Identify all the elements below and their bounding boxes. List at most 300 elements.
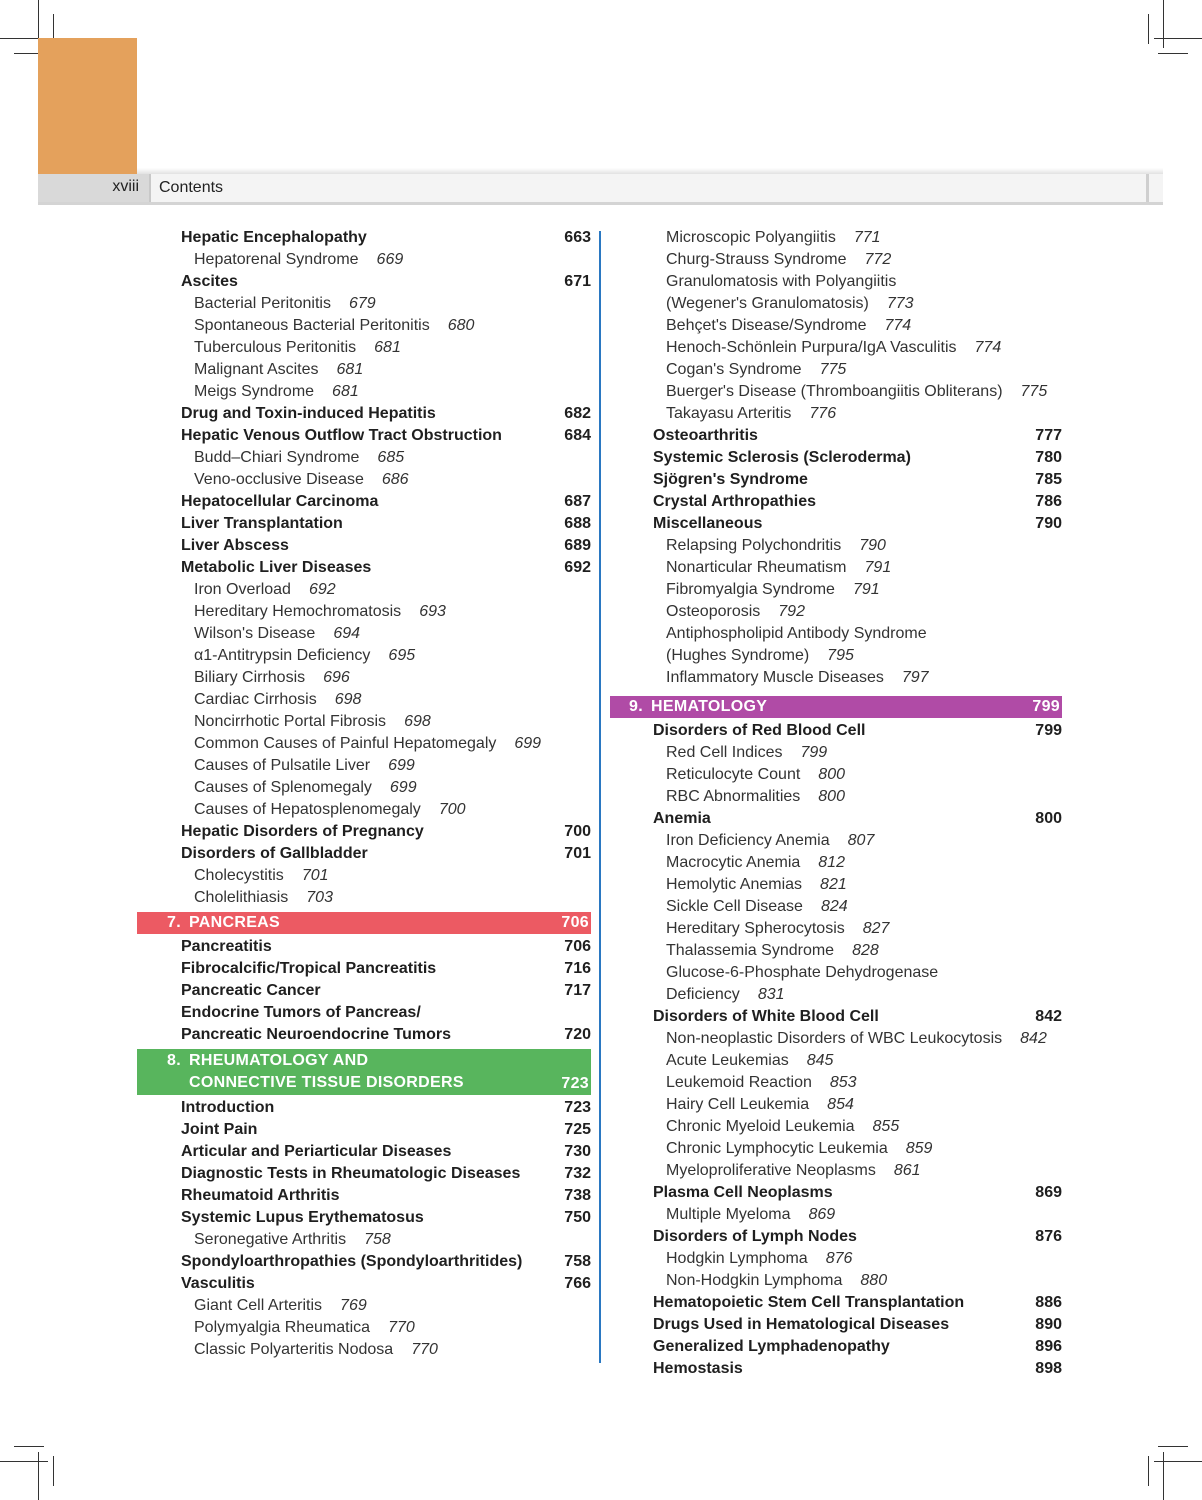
entry-title: Granulomatosis with Polyangiitis: [666, 273, 897, 290]
entry-page: 853: [829, 1074, 857, 1091]
entry-title: Microscopic Polyangiitis: [666, 229, 836, 246]
toc-subentry: [610, 874, 1062, 896]
entry-page: 684: [564, 427, 591, 444]
page-number-box: [38, 174, 151, 202]
entry-page: 692: [564, 559, 591, 576]
toc-subentry: [610, 1138, 1062, 1160]
chapter-heading: [610, 696, 1062, 718]
entry-title: Hairy Cell Leukemia: [666, 1096, 810, 1113]
toc-subentry: [610, 896, 1062, 918]
entry-page: 785: [1035, 471, 1062, 488]
toc-subentry: [137, 645, 591, 667]
entry-title: RBC Abnormalities: [666, 788, 801, 805]
toc-entry: [137, 958, 591, 980]
entry-page: 790: [859, 537, 886, 554]
chapter-title: [181, 1049, 464, 1095]
entry-page: 890: [1035, 1316, 1062, 1333]
toc-entry: [137, 425, 591, 447]
crop-mark: [38, 1452, 39, 1500]
entry-title: Reticulocyte Count: [666, 766, 801, 783]
crop-mark: [0, 1461, 48, 1462]
entry-title: (Hughes Syndrome): [666, 647, 810, 664]
entry-page: 730: [564, 1143, 591, 1160]
toc-subentry: [137, 447, 591, 469]
entry-title: Systemic Sclerosis (Scleroderma): [653, 449, 911, 466]
entry-title: Meigs Syndrome: [194, 383, 315, 400]
entry-title: Hereditary Hemochromatosis: [194, 603, 402, 620]
toc-entry: [137, 513, 591, 535]
entry-page: 770: [411, 1341, 438, 1358]
entry-page: 758: [564, 1253, 591, 1270]
toc-right-column: [610, 227, 1062, 1380]
chapter-page: 799: [1032, 698, 1060, 715]
entry-title: Acute Leukemias: [666, 1052, 789, 1069]
toc-subentry: [610, 359, 1062, 381]
toc-subentry: [137, 337, 591, 359]
toc-subentry: [137, 799, 591, 821]
toc-subentry: [610, 1204, 1062, 1226]
toc-entry: [137, 936, 591, 958]
entry-page: 824: [820, 898, 848, 915]
toc-subentry: [137, 733, 591, 755]
entry-title: Hereditary Spherocytosis: [666, 920, 845, 937]
toc-subentry: [610, 830, 1062, 852]
toc-subentry: [610, 742, 1062, 764]
entry-page: 861: [893, 1162, 921, 1179]
entry-page: 812: [818, 854, 845, 871]
entry-title: Antiphospholipid Antibody Syndrome: [666, 625, 927, 642]
toc-subentry: [610, 293, 1062, 315]
entry-page: 750: [564, 1209, 591, 1226]
chapter-color-tab: [38, 38, 137, 175]
running-header: [38, 174, 1163, 205]
entry-page: 854: [827, 1096, 854, 1113]
toc-entry: [137, 1002, 591, 1024]
entry-page: 758: [364, 1231, 391, 1248]
entry-title: Leukemoid Reaction: [666, 1074, 812, 1091]
entry-title: Disorders of Gallbladder: [181, 845, 368, 862]
entry-title: Hepatic Encephalopathy: [181, 229, 367, 246]
toc-entry: [137, 1185, 591, 1207]
toc-entry: [610, 1336, 1062, 1358]
crop-mark: [1154, 38, 1202, 39]
entry-page: 842: [1035, 1008, 1062, 1025]
toc-subentry: [610, 337, 1062, 359]
entry-title: Inflammatory Muscle Diseases: [666, 669, 884, 686]
toc-subentry: [610, 249, 1062, 271]
crop-mark: [1163, 1452, 1164, 1500]
chapter-heading: [137, 1049, 591, 1095]
entry-title: Non-neoplastic Disorders of WBC Leukocytosis: [666, 1030, 1003, 1047]
entry-page: 791: [852, 581, 880, 598]
entry-title: Deficiency: [666, 986, 740, 1003]
entry-page: 682: [564, 405, 591, 422]
entry-title: Anemia: [653, 810, 711, 827]
running-title: Contents: [159, 179, 224, 196]
entry-title: Systemic Lupus Erythematosus: [181, 1209, 424, 1226]
entry-title: Cardiac Cirrhosis: [194, 691, 317, 708]
entry-title: Noncirrhotic Portal Fibrosis: [194, 713, 387, 730]
entry-title: Liver Abscess: [181, 537, 289, 554]
entry-title: Miscellaneous: [653, 515, 763, 532]
entry-title: Veno-occlusive Disease: [194, 471, 364, 488]
toc-entry: [610, 720, 1062, 742]
toc-subentry: [610, 764, 1062, 786]
entry-page: 898: [1035, 1360, 1062, 1377]
entry-title: Spontaneous Bacterial Peritonitis: [194, 317, 430, 334]
chapter-number: 9.: [629, 698, 643, 715]
toc-subentry: [610, 984, 1062, 1006]
toc-subentry: [610, 1270, 1062, 1292]
entry-title: Cogan's Syndrome: [666, 361, 802, 378]
entry-title: Polymyalgia Rheumatica: [194, 1319, 371, 1336]
entry-page: 880: [860, 1272, 888, 1289]
entry-title: Generalized Lymphadenopathy: [653, 1338, 890, 1355]
entry-page: 775: [819, 361, 847, 378]
entry-page: 703: [306, 889, 333, 906]
entry-title: Cholelithiasis: [194, 889, 289, 906]
chapter-page: 723: [561, 1075, 589, 1092]
entry-title: Diagnostic Tests in Rheumatologic Diseases: [181, 1165, 521, 1182]
entry-title: Osteoarthritis: [653, 427, 758, 444]
toc-entry: [610, 1358, 1062, 1380]
toc-entry: [137, 271, 591, 293]
entry-title: Disorders of White Blood Cell: [653, 1008, 879, 1025]
toc-subentry: [610, 962, 1062, 984]
entry-title: Fibromyalgia Syndrome: [666, 581, 835, 598]
entry-title: Sickle Cell Disease: [666, 898, 803, 915]
entry-title: Articular and Periarticular Diseases: [181, 1143, 452, 1160]
toc-subentry: [137, 1339, 591, 1361]
entry-page: 776: [809, 405, 837, 422]
entry-title: Introduction: [181, 1099, 275, 1116]
entry-title: Wilson's Disease: [194, 625, 316, 642]
entry-page: 766: [564, 1275, 591, 1292]
toc-subentry: [137, 777, 591, 799]
toc-subentry: [610, 852, 1062, 874]
entry-title: Joint Pain: [181, 1121, 258, 1138]
entry-page: 845: [806, 1052, 834, 1069]
entry-title: Ascites: [181, 273, 238, 290]
toc-subentry: [137, 381, 591, 403]
toc-subentry: [610, 1028, 1062, 1050]
entry-page: 699: [388, 757, 415, 774]
chapter-heading: [137, 912, 591, 934]
entry-page: 797: [901, 669, 929, 686]
toc-subentry: [137, 1317, 591, 1339]
entry-page: 692: [308, 581, 336, 598]
toc-entry: [137, 403, 591, 425]
entry-title: Causes of Splenomegaly: [194, 779, 372, 796]
entry-title: Hodgkin Lymphoma: [666, 1250, 808, 1267]
entry-title: Macrocytic Anemia: [666, 854, 801, 871]
entry-page: 792: [778, 603, 805, 620]
entry-title: Rheumatoid Arthritis: [181, 1187, 340, 1204]
entry-page: 663: [564, 229, 591, 246]
entry-title: Iron Overload: [194, 581, 291, 598]
entry-page: 717: [564, 982, 591, 999]
toc-subentry: [137, 469, 591, 491]
toc-entry: [610, 1292, 1062, 1314]
entry-page: 774: [884, 317, 912, 334]
toc-subentry: [610, 623, 1062, 645]
toc-entry: [610, 1182, 1062, 1204]
chapter-title: [181, 914, 280, 932]
entry-title: Crystal Arthropathies: [653, 493, 816, 510]
toc-subentry: [137, 249, 591, 271]
entry-title: Fibrocalcific/Tropical Pancreatitis: [181, 960, 437, 977]
entry-page: 774: [974, 339, 1002, 356]
toc-entry: [137, 980, 591, 1002]
entry-title: Hemolytic Anemias: [666, 876, 803, 893]
entry-page: 693: [419, 603, 446, 620]
crop-mark: [53, 1456, 54, 1486]
entry-page: 699: [514, 735, 542, 752]
toc-subentry: [610, 579, 1062, 601]
entry-page: 876: [825, 1250, 853, 1267]
entry-page: 777: [1035, 427, 1062, 444]
entry-page: 716: [564, 960, 591, 977]
chapter-title-line: RHEUMATOLOGY AND: [189, 1052, 369, 1069]
entry-title: Disorders of Lymph Nodes: [653, 1228, 857, 1245]
entry-page: 723: [564, 1099, 591, 1116]
entry-page: 799: [1035, 722, 1062, 739]
entry-title: Churg-Strauss Syndrome: [666, 251, 847, 268]
entry-page: 689: [564, 537, 591, 554]
entry-page: 869: [1035, 1184, 1062, 1201]
entry-title: Behçet's Disease/Syndrome: [666, 317, 867, 334]
crop-mark: [1148, 14, 1149, 44]
entry-title: Budd–Chiari Syndrome: [194, 449, 360, 466]
entry-page: 706: [564, 938, 591, 955]
entry-page: 701: [301, 867, 329, 884]
entry-title: α1-Antitrypsin Deficiency: [194, 647, 371, 664]
entry-page: 800: [818, 788, 845, 805]
entry-page: 680: [447, 317, 475, 334]
entry-page: 695: [388, 647, 416, 664]
toc-entry: [137, 1273, 591, 1295]
entry-title: Drugs Used in Hematological Diseases: [653, 1316, 950, 1333]
entry-title: Causes of Hepatosplenomegaly: [194, 801, 421, 818]
entry-page: 800: [818, 766, 845, 783]
entry-page: 687: [564, 493, 591, 510]
header-end-rule: [1146, 174, 1149, 202]
entry-title: Non-Hodgkin Lymphoma: [666, 1272, 843, 1289]
toc-entry: [137, 1207, 591, 1229]
chapter-title-line: CONNECTIVE TISSUE DISORDERS: [189, 1074, 464, 1091]
crop-mark: [1163, 0, 1164, 48]
toc-subentry: [610, 940, 1062, 962]
toc-entry: [137, 1251, 591, 1273]
chapter-number: 8.: [167, 1052, 181, 1069]
entry-page: 679: [348, 295, 376, 312]
entry-title: Giant Cell Arteritis: [194, 1297, 323, 1314]
chapter-title-line: HEMATOLOGY: [651, 698, 768, 715]
crop-mark: [1148, 1456, 1149, 1486]
entry-page: 769: [340, 1297, 367, 1314]
entry-page: 681: [336, 361, 364, 378]
entry-title: Bacterial Peritonitis: [194, 295, 331, 312]
crop-mark: [1158, 53, 1188, 54]
entry-title: Relapsing Polychondritis: [666, 537, 842, 554]
column-divider: [599, 231, 601, 1363]
entry-title: Metabolic Liver Diseases: [181, 559, 372, 576]
toc-subentry: [610, 601, 1062, 623]
entry-title: Classic Polyarteritis Nodosa: [194, 1341, 394, 1358]
entry-title: Biliary Cirrhosis: [194, 669, 306, 686]
entry-page: 772: [864, 251, 892, 268]
entry-page: 775: [1020, 383, 1048, 400]
entry-title: Liver Transplantation: [181, 515, 343, 532]
entry-title: Hepatocellular Carcinoma: [181, 493, 379, 510]
entry-title: Hepatic Disorders of Pregnancy: [181, 823, 424, 840]
toc-subentry: [610, 381, 1062, 403]
entry-page: 698: [404, 713, 431, 730]
toc-entry: [137, 491, 591, 513]
toc-entry: [610, 447, 1062, 469]
entry-page: 681: [374, 339, 401, 356]
toc-subentry: [137, 667, 591, 689]
toc-subentry: [610, 786, 1062, 808]
toc-subentry: [610, 403, 1062, 425]
toc-entry: [610, 1006, 1062, 1028]
entry-title: Osteoporosis: [666, 603, 761, 620]
entry-title: Seronegative Arthritis: [194, 1231, 347, 1248]
toc-subentry: [137, 315, 591, 337]
entry-page: 669: [376, 251, 404, 268]
toc-left-column: [137, 227, 591, 1361]
chapter-title: [643, 698, 767, 716]
entry-title: Glucose-6-Phosphate Dehydrogenase: [666, 964, 939, 981]
entry-title: (Wegener's Granulomatosis): [666, 295, 869, 312]
entry-page: 831: [757, 986, 785, 1003]
entry-title: Cholecystitis: [194, 867, 284, 884]
entry-page: 694: [333, 625, 361, 642]
toc-subentry: [137, 293, 591, 315]
toc-subentry: [137, 711, 591, 733]
entry-page: 696: [323, 669, 350, 686]
entry-title: Hemostasis: [653, 1360, 743, 1377]
toc-subentry: [137, 755, 591, 777]
entry-title: Multiple Myeloma: [666, 1206, 791, 1223]
toc-subentry: [610, 1116, 1062, 1138]
toc-subentry: [610, 271, 1062, 293]
entry-page: 725: [564, 1121, 591, 1138]
entry-page: 821: [820, 876, 847, 893]
entry-title: Buerger's Disease (Thromboangiitis Obliterans): [666, 383, 1003, 400]
entry-title: Pancreatic Neuroendocrine Tumors: [181, 1026, 451, 1043]
entry-title: Causes of Pulsatile Liver: [194, 757, 371, 774]
entry-page: 671: [564, 273, 591, 290]
entry-page: 886: [1035, 1294, 1062, 1311]
crop-mark: [1154, 1461, 1202, 1462]
entry-title: Vasculitis: [181, 1275, 255, 1292]
entry-page: 699: [389, 779, 417, 796]
entry-title: Endocrine Tumors of Pancreas/: [181, 1004, 421, 1021]
entry-page: 799: [800, 744, 828, 761]
toc-subentry: [610, 535, 1062, 557]
chapter-number: 7.: [167, 914, 181, 931]
toc-entry: [137, 1163, 591, 1185]
toc-subentry: [610, 557, 1062, 579]
entry-title: Chronic Myeloid Leukemia: [666, 1118, 855, 1135]
toc-subentry: [137, 1295, 591, 1317]
toc-entry: [610, 469, 1062, 491]
toc-entry: [137, 1097, 591, 1119]
entry-page: 876: [1035, 1228, 1062, 1245]
toc-entry: [137, 1024, 591, 1046]
toc-entry: [610, 808, 1062, 830]
entry-title: Sjögren's Syndrome: [653, 471, 808, 488]
entry-title: Takayasu Arteritis: [666, 405, 792, 422]
entry-page: 738: [564, 1187, 591, 1204]
entry-page: 790: [1035, 515, 1062, 532]
entry-page: 770: [388, 1319, 415, 1336]
entry-page: 686: [381, 471, 409, 488]
entry-page: 807: [847, 832, 875, 849]
entry-page: 786: [1035, 493, 1062, 510]
entry-page: 698: [334, 691, 362, 708]
toc-entry: [137, 843, 591, 865]
toc-subentry: [137, 887, 591, 909]
entry-title: Myeloproliferative Neoplasms: [666, 1162, 876, 1179]
toc-entry: [137, 535, 591, 557]
chapter-title-line: PANCREAS: [189, 914, 281, 931]
entry-title: Iron Deficiency Anemia: [666, 832, 830, 849]
entry-page: 681: [332, 383, 359, 400]
entry-page: 685: [377, 449, 405, 466]
chapter-page: 706: [561, 914, 589, 931]
entry-page: 700: [564, 823, 591, 840]
entry-title: Henoch-Schönlein Purpura/IgA Vasculitis: [666, 339, 957, 356]
page-number: xviii: [112, 178, 139, 195]
toc-entry: [137, 1119, 591, 1141]
toc-subentry: [137, 865, 591, 887]
entry-page: 869: [808, 1206, 836, 1223]
entry-page: 827: [862, 920, 890, 937]
entry-page: 688: [564, 515, 591, 532]
toc-subentry: [610, 1050, 1062, 1072]
toc-subentry: [610, 1248, 1062, 1270]
entry-title: Hepatic Venous Outflow Tract Obstruction: [181, 427, 502, 444]
entry-title: Tuberculous Peritonitis: [194, 339, 357, 356]
entry-title: Thalassemia Syndrome: [666, 942, 835, 959]
toc-subentry: [137, 623, 591, 645]
entry-title: Disorders of Red Blood Cell: [653, 722, 866, 739]
entry-page: 700: [438, 801, 466, 818]
toc-subentry: [610, 645, 1062, 667]
entry-title: Common Causes of Painful Hepatomegaly: [194, 735, 497, 752]
toc-entry: [610, 425, 1062, 447]
entry-page: 795: [827, 647, 854, 664]
toc-entry: [137, 227, 591, 249]
entry-title: Malignant Ascites: [194, 361, 319, 378]
entry-page: 828: [852, 942, 879, 959]
entry-page: 800: [1035, 810, 1062, 827]
toc-subentry: [137, 689, 591, 711]
entry-title: Hematopoietic Stem Cell Transplantation: [653, 1294, 965, 1311]
toc-subentry: [610, 1094, 1062, 1116]
toc-entry: [610, 1226, 1062, 1248]
entry-title: Drug and Toxin-induced Hepatitis: [181, 405, 436, 422]
crop-mark: [14, 1446, 44, 1447]
entry-title: Pancreatitis: [181, 938, 272, 955]
toc-subentry: [610, 667, 1062, 689]
entry-page: 842: [1020, 1030, 1047, 1047]
toc-subentry: [610, 227, 1062, 249]
entry-page: 771: [853, 229, 881, 246]
toc-subentry: [610, 1160, 1062, 1182]
